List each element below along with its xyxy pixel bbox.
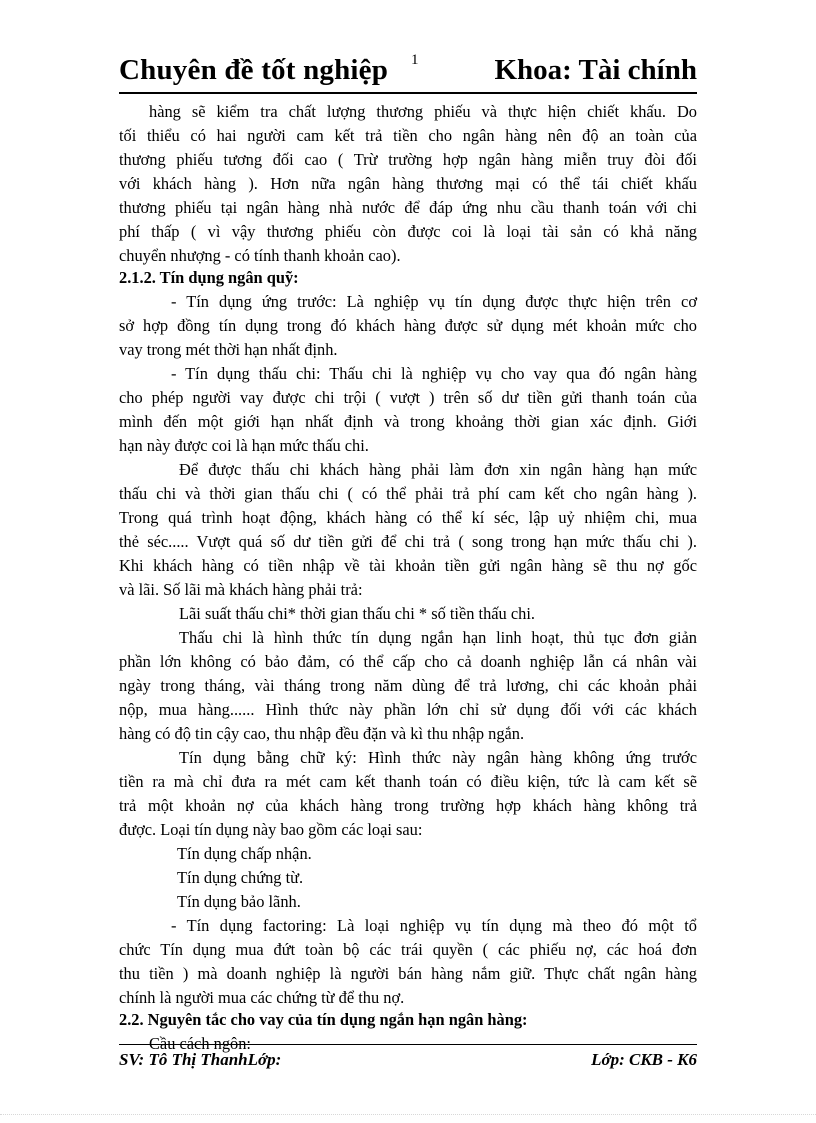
page-edge (0, 1114, 816, 1115)
text-line: nộp, mua hàng...... Hình thức này phần lớn chỉ sử dụng đối với các khách (119, 700, 697, 719)
text-line: thấu chi và thời gian thấu chi ( có thể phải trả phí cam kết cho ngân hàng ). (119, 484, 697, 503)
text-line: chuyển nhượng - có tính thanh khoản cao). (119, 246, 401, 265)
text-line: được. Loại tín dụng này bao gồm các loại sau: (119, 820, 423, 839)
text-line: Khi khách hàng có tiền nhập về tài khoản tiền gửi ngân hàng sẽ thu nợ gốc (119, 556, 697, 575)
text-line: thu tiền ) mà doanh nghiệp là người bán hàng nắm giữ. Thực chất ngân hàng (119, 964, 697, 983)
text-line: sở hợp đồng tín dụng trong đó khách hàng được sử dụng mét khoản mức cho (119, 316, 697, 335)
page-number: 1 (411, 52, 419, 68)
text-line: chức Tín dụng mua đứt toàn bộ các trái quyền ( các phiếu nợ, các hoá đơn (119, 940, 697, 959)
text-line: thương phiếu tại ngân hàng nhà nước để đáp ứng nhu cầu thanh toán với chi (119, 198, 697, 217)
text-line: Thấu chi là hình thức tín dụng ngắn hạn linh hoạt, thủ tục đơn giản (179, 628, 697, 647)
text-line: tiền ra mà chỉ đưa ra mét cam kết thanh toán có điều kiện, tức là cam kết sẽ (119, 772, 697, 791)
text-line: vay trong mét thời hạn nhất định. (119, 340, 338, 359)
list-item: Tín dụng chấp nhận. (177, 844, 312, 863)
text-line: Tín dụng bằng chữ ký: Hình thức này ngân hàng không ứng trước (179, 748, 697, 767)
text-line: Để được thấu chi khách hàng phải làm đơn xin ngân hàng hạn mức (179, 460, 697, 479)
footer-student: SV: Tô Thị ThanhLớp: (119, 1050, 282, 1069)
text-line: thương phiếu tương đối cao ( Trừ trường hợp ngân hàng miễn truy đòi đối (119, 150, 697, 169)
header-title: Chuyên đề tốt nghiệp (119, 54, 389, 86)
text-line: cho phép người vay được chi trội ( vượt ) trên số dư tiền gửi thanh toán của (119, 388, 697, 407)
text-line: chính là người mua các chứng từ để thu nợ. (119, 988, 405, 1007)
list-item: Tín dụng chứng từ. (177, 868, 304, 887)
footer-class: Lớp: CKB - K6 (591, 1050, 697, 1069)
text-line: phí thấp ( vì vậy thương phiếu còn được coi là loại tài sản có khả năng (119, 222, 697, 241)
text-line: Trong quá trình hoạt động, khách hàng có thể kí séc, lập uỷ nhiệm chi, mua (119, 508, 697, 527)
page-header (119, 52, 697, 94)
text-line: - Tín dụng thấu chi: Thấu chi là nghiệp vụ cho vay qua đó ngân hàng (171, 364, 697, 383)
text-line: ngày trong tháng, vài tháng trong năm dùng để trả lương, chi các khoản phải (119, 676, 697, 695)
text-line: phần lớn không có bảo đảm, có thể cấp cho cả doanh nghiệp lẫn cá nhân vài (119, 652, 697, 671)
text-line: hạn này được coi là hạn mức thấu chi. (119, 436, 369, 455)
text-line: - Tín dụng factoring: Là loại nghiệp vụ tín dụng mà theo đó một tổ (171, 916, 697, 935)
text-line: hàng có độ tin cậy cao, thu nhập đều đặn và kì thu nhập ngắn. (119, 724, 525, 743)
text-line: trả một khoản nợ của khách hàng trong trường hợp khách hàng không trả (119, 796, 697, 815)
text-line: tối thiểu có hai người cam kết trả tiền cho ngân hàng nên độ an toàn của (119, 126, 697, 145)
text-line: mình đến một giới hạn nhất định và trong khoảng thời gian xác định. Giới (119, 412, 697, 431)
list-item: Tín dụng bảo lãnh. (177, 892, 301, 911)
footer-divider (119, 1044, 697, 1045)
formula-line: Lãi suất thấu chi* thời gian thấu chi * số tiền thấu chi. (179, 604, 535, 623)
text-line: Cầu cách ngôn: (149, 1034, 251, 1053)
section-heading: 2.2. Nguyên tắc cho vay của tín dụng ngắn hạn ngân hàng: (119, 1010, 528, 1029)
text-line: thẻ séc..... Vượt quá số dư tiền gửi để chi trả ( song trong hạn mức thấu chi ). (119, 532, 697, 551)
text-line: với khách hàng ). Hơn nữa ngân hàng thương mại có thể tái chiết khấu (119, 174, 697, 193)
text-line: hàng sẽ kiểm tra chất lượng thương phiếu và thực hiện chiết khấu. Do (149, 102, 697, 121)
section-heading: 2.1.2. Tín dụng ngân quỹ: (119, 268, 299, 287)
text-line: - Tín dụng ứng trước: Là nghiệp vụ tín dụng được thực hiện trên cơ (171, 292, 697, 311)
text-line: và lãi. Số lãi mà khách hàng phải trả: (119, 580, 363, 599)
header-department: Khoa: Tài chính (494, 54, 697, 86)
